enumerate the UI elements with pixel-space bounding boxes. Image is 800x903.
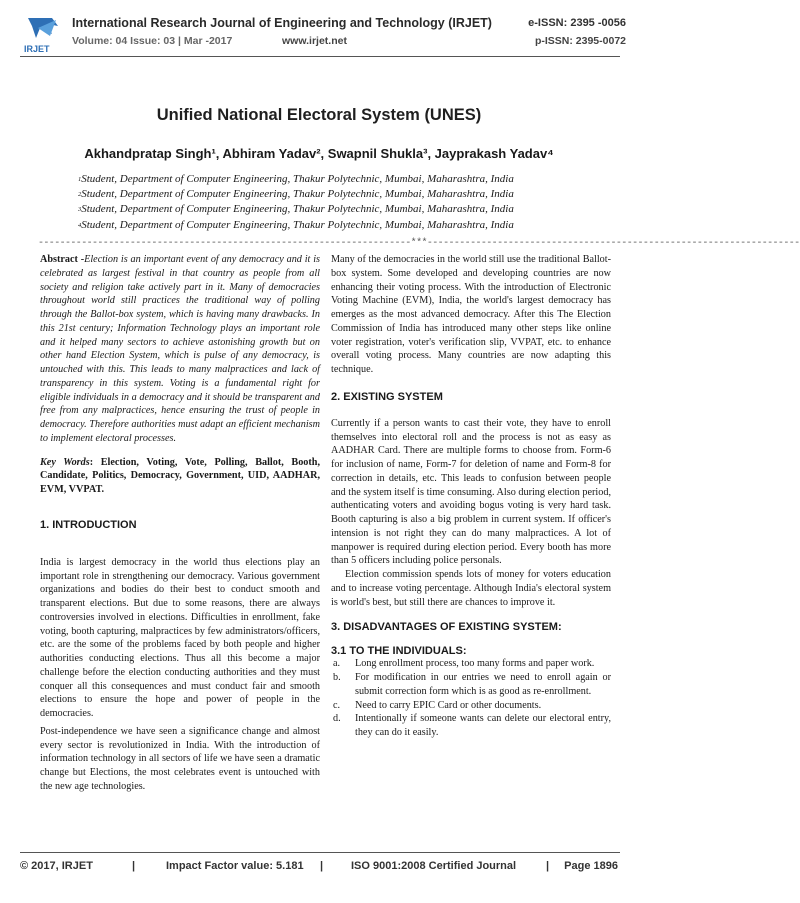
footer-separator: | (132, 860, 136, 872)
existing-paragraph: Currently if a person wants to cast their vote, they have to enroll themselves into electoral roll and the process is not as easy as AADHAR Card. There are multiple forms to choose from. Form-6 for inclusion of name, Form-7 for deletion of name and Form-8 for correction in details, etc. This leads to confusion between people and the system itself is time consuming. Also during election period, authenticating voters and avoiding bogus voting is very hard task. Booth capturing is also a big problem in current system. If officer's intension is not right they can do many malpractices. A lot of manpower is required during election period. Every booth has more than 5 officers including police personals. (331, 417, 611, 567)
e-issn: e-ISSN: 2395 -0056 (528, 17, 626, 29)
footer-copyright: © 2017, IRJET (20, 860, 93, 872)
header-rule (20, 56, 620, 57)
footer-impact-factor: Impact Factor value: 5.181 (166, 860, 304, 872)
footer-separator: | (546, 860, 550, 872)
page-footer (20, 860, 620, 880)
keywords-text: : Election, Voting, Vote, Polling, Ballot, Booth, Candidate, Politics, Democracy, Government, UID, AADHAR, EVM, VVPAT. (40, 456, 320, 495)
right-column (331, 253, 611, 740)
heading-disadvantages: 3. DISADVANTAGES OF EXISTING SYSTEM: (331, 621, 562, 634)
journal-name: International Research Journal of Engineering and Technology (IRJET) (72, 16, 492, 30)
footer-page-number: Page 1896 (564, 860, 618, 872)
affiliation: $^2$Student, Department of Computer Engineering, Thakur Polytechnic, Mumbai, Maharashtra, India (78, 188, 514, 201)
subheading-individuals: 3.1 TO THE INDIVIDUALS: (331, 645, 467, 658)
abstract (40, 253, 320, 446)
list-item: b. For modification in our entries we need to enroll again or submit correction form which is as good as re-enrollment. (333, 672, 611, 697)
affiliation: $^4$Student, Department of Computer Engineering, Thakur Polytechnic, Mumbai, Maharashtra, India (78, 218, 514, 231)
heading-introduction: 1. INTRODUCTION (40, 518, 137, 531)
p-issn: p-ISSN: 2395-0072 (534, 35, 626, 47)
intro-paragraph: India is largest democracy in the world thus elections play an important role in strengthening our democracy. Various government organizations and bodies do their best to conduct smooth and transparent elections. But due to some reasons, there are always controversies involved in elections. Difficulties in enrollment, fake voting, booth capturing, malpractices by few administrators/officers, etc. are the some of the problems faced by both people and higher authorities conducting elections. Thus all this become a major challenge before the election conducting authorities and they must conquer all this consequences and must conduct fair and smooth elections to ensure the hope and power of people in the democracies. (40, 556, 320, 719)
affiliations (78, 172, 598, 233)
paper-authors: Akhandpratap Singh¹, Abhiram Yadav², Swapnil Shukla³, Jayprakash Yadav⁴ (84, 146, 554, 161)
affiliation: $^3$Student, Department of Computer Engineering, Thakur Polytechnic, Mumbai, Maharashtra, India (78, 203, 514, 216)
left-column (40, 253, 320, 794)
footer-rule (20, 852, 620, 853)
section-divider: ---------------------------------------------------------------------***--------------------------------------------------------------------- (38, 238, 800, 249)
disadvantages-list (331, 657, 611, 740)
abstract-label: Abstract - (40, 254, 85, 265)
heading-existing-system: 2. EXISTING SYSTEM (331, 390, 443, 403)
paper-title: Unified National Electoral System (UNES) (156, 106, 482, 124)
keywords (40, 456, 320, 497)
intro-continued: Many of the democracies in the world still use the traditional Ballot-box system. Some developed and developing countries are now enhancing their voting process. With the introduction of Electronic Voting Machine (EVM), India, the world's largest democracy has emerges as the most advanced democracy. After this The Election Commission of India has introduced many other steps like online voter registration, voter's verification slip, VVPAT, etc. to enhance overall voting process. Many countries are now adapting this technique. (331, 254, 611, 375)
irjet-logo (22, 14, 62, 54)
journal-header (72, 16, 632, 36)
journal-subheader (72, 35, 632, 51)
footer-iso: ISO 9001:2008 Certified Journal (351, 860, 517, 872)
existing-paragraph: Election commission spends lots of money for voters education and to increase voting percentage. Although India's electoral system is world's best, but still there are chances to improve it. (331, 569, 611, 608)
list-item: d. Intentionally if someone wants can delete our electoral entry, they can do it easily. (333, 713, 611, 738)
intro-paragraph: Post-independence we have seen a significance change and almost every sector is revolutionized in India. With the introduction of information technology in all sectors of life we have seen a dramatic change but Elections, the most celebrates event is untouched with the new age technologies. (40, 725, 320, 792)
list-item: a. Long enrollment process, too many forms and paper work. (333, 658, 595, 670)
volume-issue: Volume: 04 Issue: 03 | Mar -2017 (72, 35, 233, 47)
keywords-label: Key Words (40, 456, 90, 468)
journal-website-link[interactable]: www.irjet.net (282, 35, 347, 47)
logo-text: IRJET (24, 44, 50, 54)
affiliation: $^1$Student, Department of Computer Engineering, Thakur Polytechnic, Mumbai, Maharashtra, India (78, 173, 514, 185)
abstract-text: Election is an important event of any democracy and it is celebrated as largest festival in that country as people from all society and religion take actively part in it. Many of democracies throughout world still practices the traditional way of polling through the Ballot-box system, which is having many drawbacks. In this 21st century; Information Technology plays an important role and it helped many sectors to achieve astonishing growth but on other hand Election System, which is pulse of any democracy, is untouched with this. This leads to many malpractices and lack of transparency in this system. Voting is a fundamental right for eligible individuals in a democracy and it should be transparent and free from any malpractices, hence ensuring the trust of people in democracy. Therefore authorities must adapt an efficient mechanism to implement electoral processes. (40, 254, 320, 444)
footer-separator: | (320, 860, 324, 872)
list-item: c. Need to carry EPIC Card or other documents. (333, 699, 542, 711)
